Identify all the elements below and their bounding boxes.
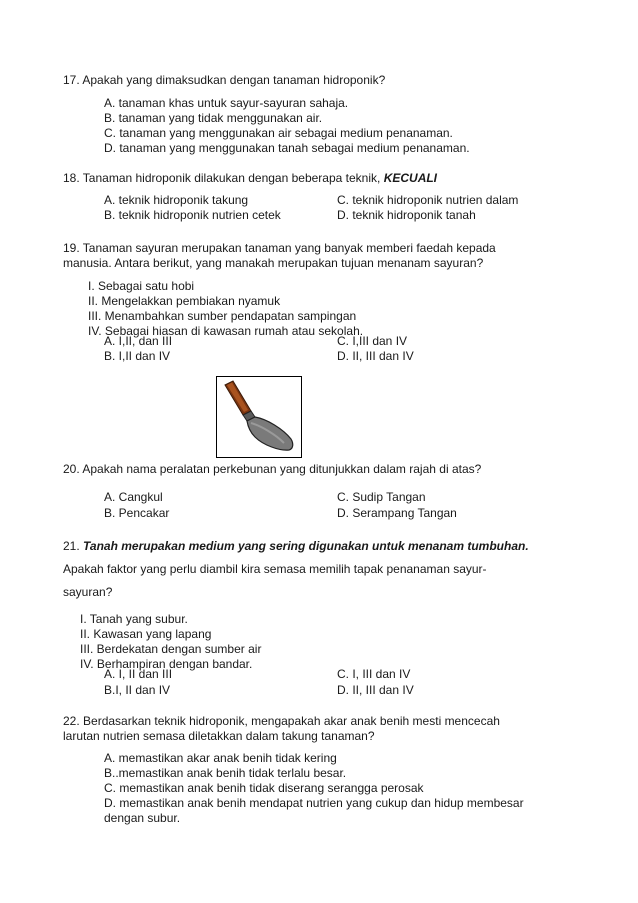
q18-stem-row	[63, 171, 437, 186]
q21-option-b: B.I, II dan IV	[104, 683, 171, 697]
q21-stem-bold: Tanah merupakan medium yang sering digunakan untuk menanam tumbuhan.	[83, 539, 529, 553]
q20-option-b: B. Pencakar	[104, 506, 170, 520]
q22-option-c: C. memastikan anak benih tidak diserang serangga perosak	[104, 781, 424, 795]
q19-option-c: C. I,III dan IV	[337, 334, 408, 348]
q18-option-c: C. teknik hidroponik nutrien dalam	[337, 193, 519, 207]
q22-option-a: A. memastikan akar anak benih tidak kering	[104, 751, 337, 765]
q19-option-b: B. I,II dan IV	[104, 349, 171, 363]
q22-stem-line2: larutan nutrien semasa diletakkan dalam takung tanaman?	[63, 729, 375, 743]
q18-option-d: D. teknik hidroponik tanah	[337, 208, 476, 222]
q21-statement-1: I. Tanah yang subur.	[80, 612, 188, 626]
q20-option-c: C. Sudip Tangan	[337, 490, 426, 504]
q19-statement-1: I. Sebagai satu hobi	[88, 279, 195, 293]
q21-stem-line3: sayuran?	[63, 585, 113, 599]
q22-option-d-continued: dengan subur.	[104, 811, 181, 825]
q20-option-d: D. Serampang Tangan	[337, 506, 457, 520]
q19-stem-line1: 19. Tanaman sayuran merupakan tanaman yang banyak memberi faedah kepada	[63, 241, 496, 255]
q21-statement-2: II. Kawasan yang lapang	[80, 627, 212, 641]
q19-statement-2: II. Mengelakkan pembiakan nyamuk	[88, 294, 281, 308]
q21-option-c: C. I, III dan IV	[337, 667, 411, 681]
q21-stem-line2: Apakah faktor yang perlu diambil kira semasa memilih tapak penanaman sayur-	[63, 562, 487, 576]
q21-stem-row	[63, 539, 529, 554]
q17-stem: 17. Apakah yang dimaksudkan dengan tanaman hidroponik?	[63, 73, 386, 87]
q19-statement-3: III. Menambahkan sumber pendapatan sampingan	[88, 309, 357, 323]
q18-emphasis: KECUALI	[383, 171, 438, 185]
q19-statement-4: IV. Sebagai hiasan di kawasan rumah atau sekolah.	[88, 324, 364, 338]
q18-option-b: B. teknik hidroponik nutrien cetek	[104, 208, 281, 222]
trowel-icon	[217, 377, 301, 457]
trowel-picture	[216, 376, 302, 458]
q19-stem-line2: manusia. Antara berikut, yang manakah merupakan tujuan menanam sayuran?	[63, 256, 484, 270]
q21-statement-4: IV. Berhampiran dengan bandar.	[80, 657, 253, 671]
q19-option-d: D. II, III dan IV	[337, 349, 414, 363]
q21-number: 21.	[63, 539, 80, 553]
q18-stem: 18. Tanaman hidroponik dilakukan dengan beberapa teknik,	[63, 171, 381, 185]
q20-option-a: A. Cangkul	[104, 490, 163, 504]
q17-option-b: B. tanaman yang tidak menggunakan air.	[104, 111, 323, 125]
q22-option-d: D. memastikan anak benih mendapat nutrien yang cukup dan hidup membesar	[104, 796, 524, 810]
q17-option-c: C. tanaman yang menggunakan air sebagai medium penanaman.	[104, 126, 453, 140]
q17-option-d: D. tanaman yang menggunakan tanah sebagai medium penanaman.	[104, 141, 470, 155]
q17-option-a: A. tanaman khas untuk sayur-sayuran sahaja.	[104, 96, 349, 110]
q18-option-a: A. teknik hidroponik takung	[104, 193, 249, 207]
q22-option-b: B..memastikan anak benih tidak terlalu besar.	[104, 766, 347, 780]
q20-stem: 20. Apakah nama peralatan perkebunan yang ditunjukkan dalam rajah di atas?	[63, 462, 482, 476]
q21-option-a: A. I, II dan III	[104, 667, 173, 681]
q21-statement-3: III. Berdekatan dengan sumber air	[80, 642, 262, 656]
q22-stem-line1: 22. Berdasarkan teknik hidroponik, mengapakah akar anak benih mesti mencecah	[63, 714, 500, 728]
q21-option-d: D. II, III dan IV	[337, 683, 414, 697]
q19-option-a: A. I,II, dan III	[104, 334, 173, 348]
